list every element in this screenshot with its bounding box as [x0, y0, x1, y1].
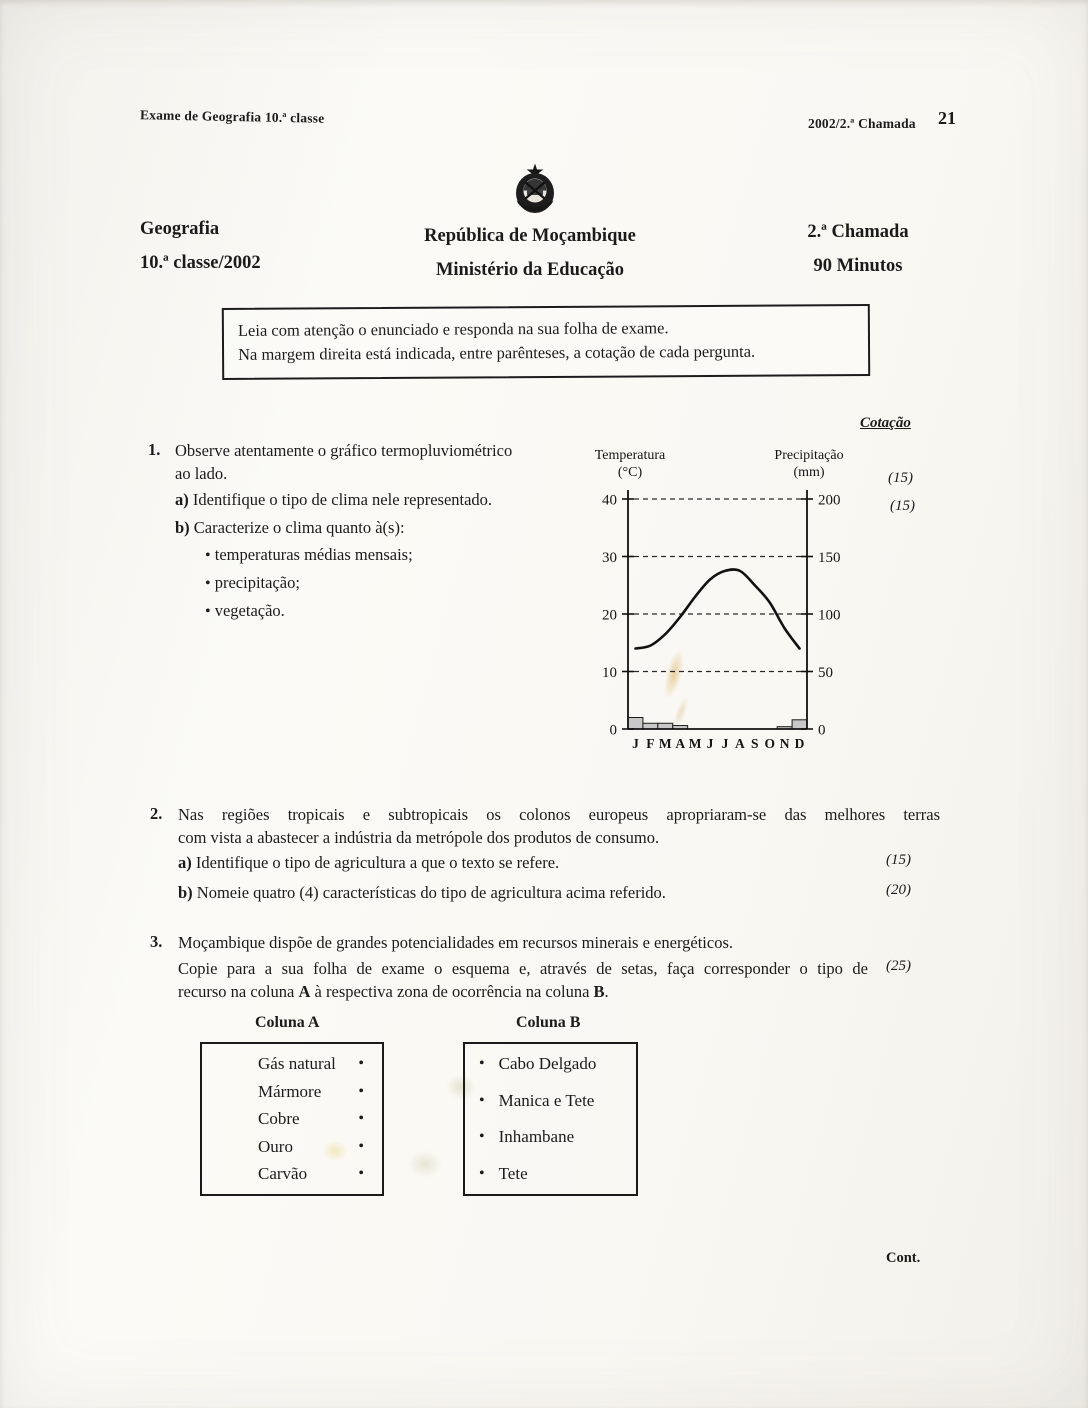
month-label: J [721, 736, 729, 751]
precipitation-bar [792, 720, 807, 729]
q3-line2-bold-b: B [593, 981, 605, 1001]
left-tick-label: 20 [602, 607, 617, 624]
list-item [465, 1164, 636, 1184]
stain [408, 1150, 442, 1178]
list-item [202, 1054, 382, 1074]
bullet-dot: • [358, 1110, 364, 1127]
list-item [202, 1137, 382, 1157]
footer-continuation: Cont. [886, 1250, 921, 1266]
q1-text-line2: ao lado. [175, 463, 228, 483]
month-label: A [735, 736, 745, 751]
q3-line2-part2: à respectiva zona de ocorrência na coluna [310, 981, 594, 1001]
mozambique-emblem-icon [510, 163, 560, 216]
bullet-dot: • [479, 1164, 485, 1182]
month-label: D [794, 736, 805, 751]
list-item [202, 1109, 382, 1129]
page-number: 21 [938, 108, 956, 128]
q2b-label: b) [178, 883, 193, 902]
left-tick-label: 10 [602, 665, 617, 681]
masthead-ministry: Ministério da Educação [435, 260, 625, 280]
masthead-call: 2.ª Chamada [807, 222, 909, 242]
column-a-box [200, 1042, 384, 1196]
bullet-dot: • [358, 1055, 364, 1072]
month-label: A [675, 736, 686, 751]
masthead-duration: 90 Minutos [813, 256, 903, 276]
instructions-line-2: Na margem direita está indicada, entre parênteses, a cotação de cada pergunta. [238, 341, 756, 364]
masthead-class-year: 10.ª classe/2002 [140, 253, 261, 273]
q1b-score: (15) [890, 498, 915, 514]
right-tick-label: 150 [818, 550, 841, 566]
column-a-item: Gás natural [258, 1054, 336, 1073]
month-label: N [779, 736, 790, 751]
month-label: F [646, 736, 655, 751]
right-tick-label: 50 [818, 665, 833, 681]
q1-bullet-2: precipitação; [214, 573, 300, 592]
instructions-box [222, 304, 870, 380]
column-a-item: Cobre [258, 1109, 300, 1128]
header-exam-title: Exame de Geografia 10.ª classe [139, 107, 325, 126]
q1a-score: (15) [888, 470, 913, 486]
q1-bullet-1: temperaturas médias mensais; [214, 545, 413, 564]
bullet-dot: • [205, 575, 211, 592]
bullet-dot: • [205, 547, 211, 564]
q1-text-line1: Observe atentamente o gráfico termopluviométrico [175, 441, 513, 460]
month-label: M [658, 736, 672, 751]
left-tick-label: 0 [609, 722, 617, 739]
list-item [465, 1054, 636, 1074]
bullet-dot: • [479, 1091, 485, 1109]
q1b-label: b) [175, 518, 190, 537]
month-label: J [706, 736, 714, 751]
bullet-dot: • [205, 603, 211, 620]
q3-line2-part3: . [604, 981, 609, 1001]
bullet-dot: • [479, 1055, 485, 1072]
cotacao-heading: Cotação [860, 415, 911, 431]
q1a-text: Identifique o tipo de clima nele representado. [192, 490, 493, 509]
month-label: S [751, 736, 759, 751]
q2b-text: Nomeie quatro (4) características do tipo de agricultura acima referido. [196, 883, 666, 902]
q2-text-line1: Nas regiões tropicais e subtropicais os colonos europeus apropriaram-se das melhores terras [178, 805, 940, 824]
column-b-heading: Coluna B [516, 1014, 581, 1031]
q2b-score: (20) [886, 882, 911, 898]
q3-text-line2 [178, 981, 868, 1004]
month-label: J [632, 736, 639, 751]
month-label: M [688, 736, 702, 751]
axis-unit: (mm) [793, 465, 825, 480]
bullet-dot: • [358, 1137, 364, 1155]
right-tick-label: 200 [818, 492, 841, 509]
left-tick-label: 30 [602, 550, 617, 566]
axis-unit: (°C) [617, 465, 643, 480]
left-tick-label: 40 [602, 492, 617, 509]
q2-text-line2: com vista a abastecer a indústria da metrópole dos produtos de consumo. [178, 827, 660, 847]
q3-line2-bold-a: A [298, 981, 311, 1001]
bullet-dot: • [358, 1165, 364, 1182]
list-item [465, 1127, 636, 1147]
q2-number: 2. [150, 804, 163, 823]
q1-bullet-3: vegetação. [214, 601, 285, 620]
column-b-item: Cabo Delgado [498, 1054, 597, 1073]
q1b-text: Caracterize o clima quanto à(s): [193, 518, 405, 537]
list-item [202, 1082, 382, 1102]
temperature-curve [635, 569, 799, 648]
column-b-box [463, 1042, 638, 1196]
month-label: O [764, 736, 775, 751]
column-b-item: Inhambane [498, 1127, 575, 1147]
right-tick-label: 100 [818, 607, 841, 624]
q1-number: 1. [148, 440, 161, 459]
column-a-item: Ouro [258, 1136, 293, 1156]
right-tick-label: 0 [818, 722, 826, 739]
instructions-line-1: Leia com atenção o enunciado e responda na sua folha de exame. [237, 318, 669, 340]
bullet-dot: • [479, 1128, 485, 1146]
masthead-subject: Geografia [140, 219, 220, 239]
masthead-country: República de Moçambique [424, 226, 636, 246]
q3-line2-part1: recurso na coluna [178, 981, 299, 1001]
thermopluviometric-chart [572, 446, 964, 768]
column-a-item: Carvão [258, 1164, 308, 1183]
column-b-item: Manica e Tete [498, 1090, 595, 1110]
q3-score: (25) [886, 958, 911, 974]
column-b-item: Tete [498, 1163, 528, 1183]
list-item [202, 1164, 382, 1184]
q1a-label: a) [175, 490, 189, 509]
list-item [465, 1091, 636, 1111]
q2a-text: Identifique o tipo de agricultura a que o texto se refere. [195, 853, 560, 872]
q3-text-line1: Copie para a sua folha de exame o esquema e, através de setas, faça corresponder o tipo de [178, 959, 868, 978]
q3-intro: Moçambique dispõe de grandes potencialidades em recursos minerais e energéticos. [178, 933, 734, 952]
axis-title: Temperatura [594, 448, 666, 463]
axis-title: Precipitação [774, 448, 844, 463]
header-session: 2002/2.ª Chamada [808, 116, 916, 131]
precipitation-bar [628, 718, 643, 730]
column-a-heading: Coluna A [255, 1014, 320, 1031]
q2a-score: (15) [886, 852, 911, 868]
bullet-dot: • [358, 1082, 364, 1100]
q2a-label: a) [178, 853, 192, 872]
column-a-item: Mármore [258, 1081, 322, 1101]
q3-number: 3. [150, 932, 163, 951]
